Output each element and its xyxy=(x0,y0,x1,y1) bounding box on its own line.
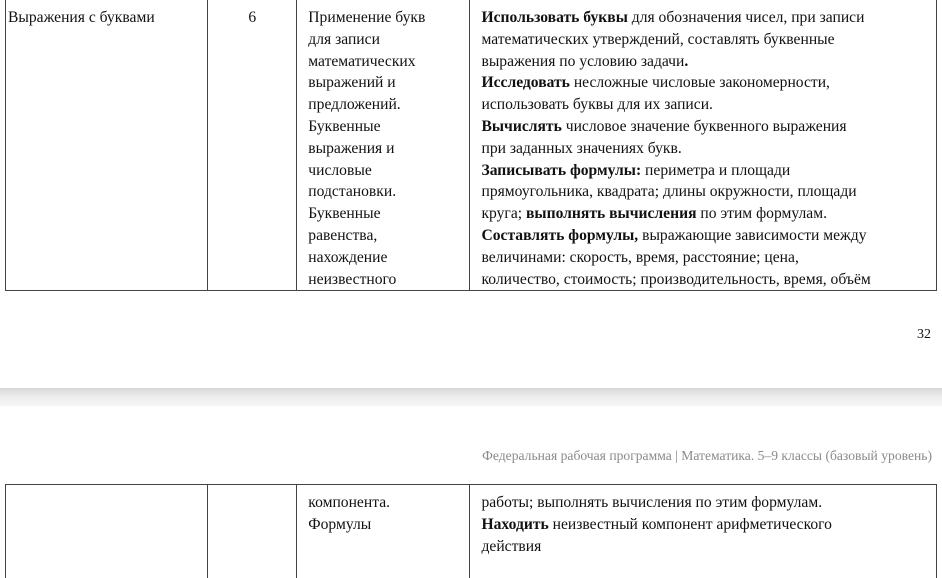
bold-text: Использовать буквы xyxy=(481,9,627,26)
activity-line xyxy=(481,203,932,225)
activities-cell xyxy=(470,0,937,291)
activity-line xyxy=(481,269,932,291)
bold-text: Исследовать xyxy=(481,74,569,91)
bold-text: Находить xyxy=(481,516,548,533)
content-line: Буквенные xyxy=(308,116,465,138)
activity-line xyxy=(481,536,932,558)
table-row xyxy=(6,0,937,291)
activity-line xyxy=(481,72,932,94)
page-bottom xyxy=(0,406,942,563)
content-line: для записи xyxy=(308,29,465,51)
activity-line xyxy=(481,116,932,138)
page-separator xyxy=(0,388,942,406)
text-segment: выражения по условию задачи xyxy=(481,53,684,70)
content-line: Буквенные xyxy=(308,203,465,225)
text-segment: работы; выполнять вычисления по этим формулам. xyxy=(481,494,822,511)
text-segment: периметра и площади xyxy=(641,162,790,179)
text-segment: прямоугольника, квадрата; длины окружности, площади xyxy=(481,183,856,200)
content-line: выражений и xyxy=(308,72,465,94)
topic-cell xyxy=(6,485,208,578)
text-segment: количество, стоимость; производительность, время, объём xyxy=(481,271,870,288)
topic-cell xyxy=(6,0,208,291)
content-line: числовые xyxy=(308,160,465,182)
content-line: предложений. xyxy=(308,94,465,116)
text-segment: действия xyxy=(481,538,541,555)
activity-line xyxy=(481,225,932,247)
text-segment: неизвестный компонент арифметического xyxy=(549,516,832,533)
activity-lines xyxy=(481,7,932,290)
content-line: Формулы xyxy=(308,514,465,536)
text-segment: числовое значение буквенного выражения xyxy=(562,118,847,135)
content-line: компонента. xyxy=(308,492,465,514)
bold-text: выполнять вычисления xyxy=(526,205,697,222)
program-table-top xyxy=(5,0,937,291)
page-number: 32 xyxy=(917,327,931,343)
content-line: равенства, xyxy=(308,225,465,247)
bold-text: Вычислять xyxy=(481,118,561,135)
content-line: нахождение xyxy=(308,247,465,269)
content-line: Применение букв xyxy=(308,7,465,29)
activity-line xyxy=(481,492,932,514)
activity-line xyxy=(481,51,932,73)
bold-text: . xyxy=(684,53,688,70)
topic-text: Выражения с буквами xyxy=(8,9,155,26)
text-segment: использовать буквы для их записи. xyxy=(481,96,712,113)
hours-cell xyxy=(208,485,297,578)
content-line: математических xyxy=(308,51,465,73)
hours-text: 6 xyxy=(248,9,256,26)
activity-line xyxy=(481,7,932,29)
text-segment: выражающие зависимости между xyxy=(638,227,866,244)
activity-lines xyxy=(481,492,932,557)
activity-line xyxy=(481,181,932,203)
text-segment: несложные числовые закономерности, xyxy=(570,74,830,91)
bold-text: Записывать формулы: xyxy=(481,162,641,179)
content-cell xyxy=(297,0,470,291)
content-cell xyxy=(297,485,470,578)
content-lines xyxy=(308,492,465,536)
text-segment: при заданных значениях букв. xyxy=(481,140,681,157)
hours-cell xyxy=(208,0,297,291)
program-table-bottom xyxy=(5,484,937,578)
activities-cell xyxy=(470,485,937,578)
activity-line xyxy=(481,247,932,269)
bold-text: Составлять формулы, xyxy=(481,227,638,244)
text-segment: круга; xyxy=(481,205,526,222)
activity-line xyxy=(481,94,932,116)
table-row xyxy=(6,485,937,578)
text-segment: величинами: скорость, время, расстояние; цена, xyxy=(481,249,798,266)
text-segment: математических утверждений, составлять буквенные xyxy=(481,31,834,48)
running-header: Федеральная рабочая программа | Математика. 5–9 классы (базовый уровень) xyxy=(482,448,932,464)
text-segment: для обозначения чисел, при записи xyxy=(628,9,865,26)
activity-line xyxy=(481,138,932,160)
content-line: подстановки. xyxy=(308,181,465,203)
activity-line xyxy=(481,514,932,536)
activity-line xyxy=(481,160,932,182)
content-line: выражения и xyxy=(308,138,465,160)
content-line: неизвестного xyxy=(308,269,465,291)
activity-line xyxy=(481,29,932,51)
text-segment: по этим формулам. xyxy=(697,205,827,222)
content-lines xyxy=(308,7,465,290)
